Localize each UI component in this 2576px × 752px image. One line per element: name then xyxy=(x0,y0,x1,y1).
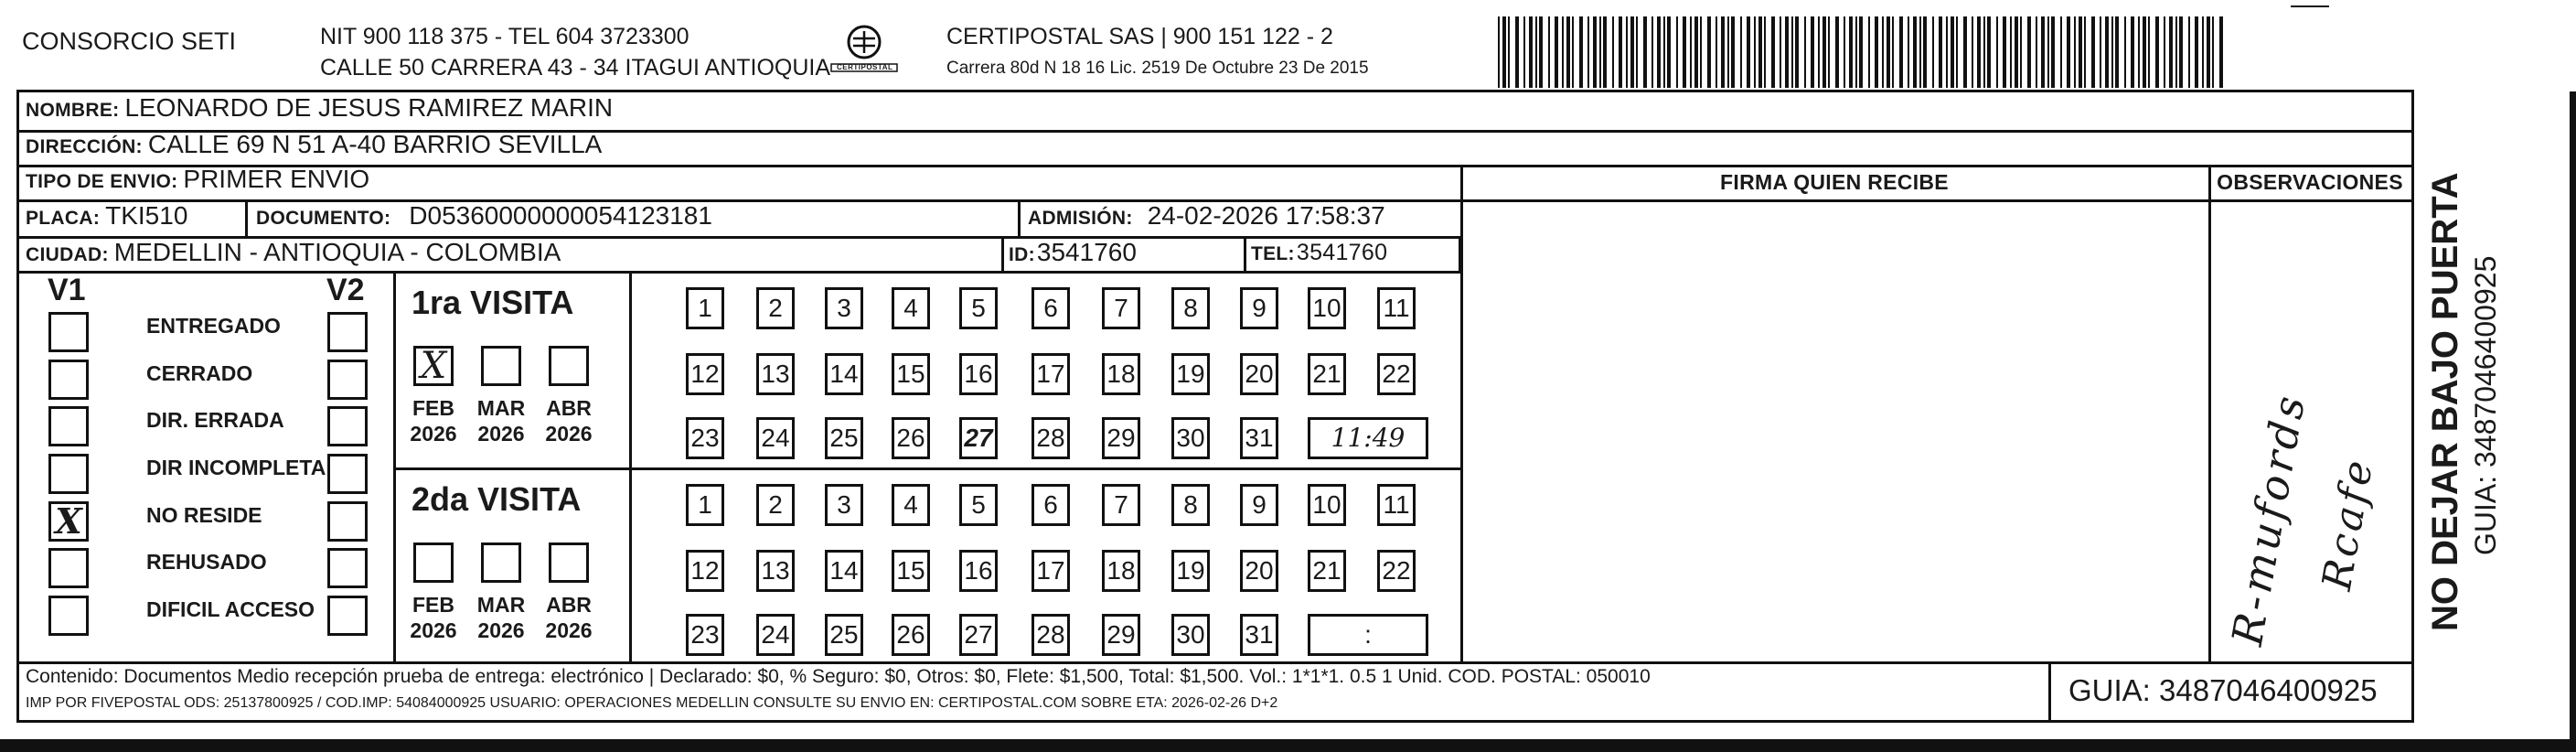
barcode xyxy=(1498,16,2229,88)
motivo-label: DIR. ERRADA xyxy=(146,408,284,432)
certipostal-line: CERTIPOSTAL SAS | 900 151 122 - 2 xyxy=(946,24,1333,49)
barcode-bar xyxy=(1683,16,1686,88)
barcode-bar xyxy=(1956,16,1958,88)
day-box[interactable]: 6 xyxy=(1031,287,1070,329)
v2-checkbox[interactable] xyxy=(327,454,368,494)
nombre-value: LEONARDO DE JESUS RAMIREZ MARIN xyxy=(124,93,614,122)
day-box[interactable]: 7 xyxy=(1102,287,1140,329)
barcode-bar xyxy=(1963,16,1967,88)
barcode-bar xyxy=(1754,16,1756,88)
barcode-bar xyxy=(1758,16,1762,88)
barcode-bar xyxy=(1908,16,1909,88)
day-box[interactable]: 3 xyxy=(825,287,863,329)
barcode-bar xyxy=(2212,16,2214,88)
day-box[interactable]: 20 xyxy=(1240,353,1278,395)
barcode-bar xyxy=(1721,16,1725,88)
rule-2 xyxy=(16,165,2414,167)
day-box[interactable]: 31 xyxy=(1240,417,1278,459)
documento-value: D05360000000054123181 xyxy=(409,201,712,230)
day-box[interactable]: 22 xyxy=(1377,550,1416,592)
barcode-bar xyxy=(1529,16,1533,88)
barcode-bar xyxy=(1791,16,1793,88)
barcode-bar xyxy=(1771,16,1775,88)
barcode-bar xyxy=(1566,16,1570,88)
v1-checkbox[interactable] xyxy=(48,406,89,446)
barcode-bar xyxy=(2131,16,2134,88)
v2-checkbox[interactable] xyxy=(327,548,368,588)
v1-checkbox[interactable]: X xyxy=(48,501,89,542)
month-label: MAR xyxy=(476,396,526,420)
day-box[interactable]: 15 xyxy=(892,353,930,395)
nombre-label: NOMBRE: xyxy=(26,100,120,121)
barcode-bar xyxy=(2079,16,2082,88)
footer-contenido: Contenido: Documentos Medio recepción prueba de entrega: electrónico | Declarado: $0, % Seguro: $0, Otros: $0, Flete: $1,500, Total: $1,500. Vol.: 1*1*1. 0.5 1 Unid. COD. POSTAL: 050010 xyxy=(26,666,1651,687)
barcode-bar xyxy=(1548,16,1550,88)
day-box[interactable]: 17 xyxy=(1031,550,1070,592)
day-box[interactable]: 2 xyxy=(756,287,795,329)
barcode-bar xyxy=(2207,16,2210,88)
barcode-bar xyxy=(1996,16,1998,88)
v2-checkbox[interactable] xyxy=(327,406,368,446)
company-name: CONSORCIO SETI xyxy=(22,27,237,55)
month-label: ABR xyxy=(546,396,592,420)
day-box[interactable]: 23 xyxy=(686,614,724,656)
day-box[interactable]: 15 xyxy=(892,550,930,592)
month-checkbox[interactable] xyxy=(481,346,521,386)
month-checkbox[interactable] xyxy=(413,543,454,583)
barcode-bar xyxy=(1690,16,1692,88)
obs-handwriting-2: Rcafe xyxy=(2314,453,2383,594)
barcode-bar xyxy=(2060,16,2062,88)
obs-left-divider xyxy=(2208,165,2211,663)
admision-label: ADMISIÓN: xyxy=(1028,208,1133,229)
barcode-bar xyxy=(2155,16,2159,88)
year-label: 2026 xyxy=(410,422,457,446)
barcode-bar xyxy=(1972,16,1973,88)
barcode-bar xyxy=(2041,16,2045,88)
barcode-bar xyxy=(2036,16,2037,88)
placa-value: TKI510 xyxy=(105,201,188,230)
day-box[interactable]: 24 xyxy=(756,417,795,459)
barcode-bar xyxy=(1875,16,1878,88)
day-box[interactable]: 3 xyxy=(825,484,863,526)
barcode-bar xyxy=(1932,16,1934,88)
month-label: FEB xyxy=(412,593,454,617)
barcode-bar xyxy=(1502,16,1506,88)
id-divider xyxy=(1001,236,1004,271)
barcode-bar xyxy=(1572,16,1574,88)
motivo-label: CERRADO xyxy=(146,361,253,385)
day-box[interactable]: 30 xyxy=(1171,614,1210,656)
year-label: 2026 xyxy=(477,618,525,642)
barcode-bar xyxy=(1539,16,1543,88)
barcode-bar xyxy=(1636,16,1638,88)
barcode-bar xyxy=(1887,16,1890,88)
v1-header: V1 xyxy=(48,273,86,307)
barcode-bar xyxy=(2169,16,2173,88)
guia-vertical: GUIA: 3487046400925 xyxy=(2469,255,2502,555)
barcode-bar xyxy=(1676,16,1678,88)
barcode-bar xyxy=(2074,16,2076,88)
barcode-bar xyxy=(2138,16,2140,88)
month-label: MAR xyxy=(476,593,526,617)
visit-title: 1ra VISITA xyxy=(412,284,574,321)
barcode-bar xyxy=(1587,16,1589,88)
day-box[interactable]: 27 xyxy=(959,614,998,656)
month-label: FEB xyxy=(412,396,454,420)
motivo-label: ENTREGADO xyxy=(146,314,281,338)
day-box[interactable]: 12 xyxy=(686,353,724,395)
year-label: 2026 xyxy=(410,618,457,642)
day-box[interactable]: 1 xyxy=(686,287,724,329)
year-label: 2026 xyxy=(545,618,593,642)
barcode-bar xyxy=(1859,16,1863,88)
v2-header: V2 xyxy=(326,273,365,307)
v1-checkbox[interactable] xyxy=(48,454,89,494)
day-box[interactable]: 21 xyxy=(1308,550,1346,592)
barcode-bar xyxy=(1785,16,1789,88)
v2-checkbox[interactable] xyxy=(327,501,368,542)
barcode-bar xyxy=(2020,16,2022,88)
direccion-label: DIRECCIÓN: xyxy=(26,136,143,157)
v2-checkbox[interactable] xyxy=(327,312,368,352)
day-box[interactable]: 10 xyxy=(1308,287,1346,329)
right-edge-bar xyxy=(2570,91,2576,752)
barcode-bar xyxy=(1811,16,1814,88)
barcode-bar xyxy=(2067,16,2070,88)
placa-field xyxy=(26,201,187,231)
day-box[interactable]: 29 xyxy=(1102,614,1140,656)
tel-divider xyxy=(1244,236,1246,271)
barcode-bar xyxy=(1923,16,1927,88)
barcode-bar xyxy=(1707,16,1711,88)
address-line: CALLE 50 CARRERA 43 - 34 ITAGUI ANTIOQUIA xyxy=(320,55,831,81)
barcode-bar xyxy=(1882,16,1884,88)
day-box[interactable]: 10 xyxy=(1308,484,1346,526)
barcode-bar xyxy=(2091,16,2095,88)
barcode-bar xyxy=(2047,16,2049,88)
tel-value: 3541760 xyxy=(1296,240,1388,265)
month-checkbox[interactable] xyxy=(549,346,589,386)
barcode-bar xyxy=(1855,16,1857,88)
footer-guia: GUIA: 3487046400925 xyxy=(2068,673,2378,707)
day-box[interactable]: 22 xyxy=(1377,353,1416,395)
admision-value: 24-02-2026 17:58:37 xyxy=(1147,201,1385,230)
barcode-bar xyxy=(1977,16,1981,88)
barcode-bar xyxy=(1849,16,1853,88)
barcode-bar xyxy=(1946,16,1948,88)
barcode-bar xyxy=(1498,16,1500,88)
barcode-bar xyxy=(2084,16,2086,88)
tipo-value: PRIMER ENVIO xyxy=(183,165,370,193)
barcode-bar xyxy=(2051,16,2055,88)
barcode-bar xyxy=(1828,16,1830,88)
tel-label: TEL: xyxy=(1251,243,1295,264)
barcode-bar xyxy=(2188,16,2190,88)
months-days-divider xyxy=(629,271,632,661)
barcode-bar xyxy=(1523,16,1525,88)
barcode-bar xyxy=(2003,16,2006,88)
barcode-bar xyxy=(1764,16,1766,88)
observaciones-header: OBSERVACIONES xyxy=(2217,170,2403,194)
barcode-bar xyxy=(1562,16,1564,88)
day-box[interactable]: 9 xyxy=(1240,287,1278,329)
day-box[interactable]: 17 xyxy=(1031,353,1070,395)
barcode-bar xyxy=(1795,16,1799,88)
barcode-bar xyxy=(1987,16,1991,88)
motivo-label: REHUSADO xyxy=(146,550,267,574)
day-box[interactable]: 23 xyxy=(686,417,724,459)
year-label: 2026 xyxy=(477,422,525,446)
day-box[interactable]: 2 xyxy=(756,484,795,526)
year-label: 2026 xyxy=(545,422,593,446)
barcode-bar xyxy=(2111,16,2113,88)
month-checkbox[interactable] xyxy=(549,543,589,583)
barcode-bar xyxy=(1919,16,1921,88)
rule-6 xyxy=(16,661,2414,664)
v1-checkbox[interactable] xyxy=(48,312,89,352)
barcode-bar xyxy=(1939,16,1942,88)
barcode-bar xyxy=(1700,16,1702,88)
nit-line: NIT 900 118 375 - TEL 604 3723300 xyxy=(320,24,689,49)
day-box[interactable]: 25 xyxy=(825,614,863,656)
direccion-value: CALLE 69 N 51 A-40 BARRIO SEVILLA xyxy=(147,130,603,158)
barcode-bar xyxy=(1983,16,1985,88)
documento-field xyxy=(256,201,712,231)
barcode-bar xyxy=(2105,16,2109,88)
day-box[interactable]: 14 xyxy=(825,353,863,395)
day-box[interactable]: 5 xyxy=(959,484,998,526)
bottom-bar xyxy=(0,739,2576,752)
day-box[interactable]: 8 xyxy=(1171,287,1210,329)
barcode-bar xyxy=(1951,16,1954,88)
corner-dash xyxy=(2291,5,2329,7)
admision-field xyxy=(1028,201,1385,231)
documento-divider xyxy=(1018,199,1021,236)
visit-split-rule xyxy=(393,467,1460,470)
barcode-bar xyxy=(1555,16,1558,88)
no-dejar-bajo-puerta: NO DEJAR BAJO PUERTA xyxy=(2425,172,2465,631)
barcode-bar xyxy=(2143,16,2146,88)
nombre-field xyxy=(26,93,613,123)
tipo-label: TIPO DE ENVIO: xyxy=(26,171,178,192)
day-box[interactable]: 24 xyxy=(756,614,795,656)
barcode-bar xyxy=(1651,16,1653,88)
barcode-bar xyxy=(1619,16,1622,88)
time-box[interactable]: 11:49 xyxy=(1308,417,1428,459)
firma-header-rule xyxy=(1460,199,2414,202)
certipostal-logo xyxy=(828,22,901,79)
barcode-bar xyxy=(2027,16,2031,88)
month-checkbox[interactable]: X xyxy=(413,346,454,386)
day-box[interactable]: 18 xyxy=(1102,550,1140,592)
ciudad-field xyxy=(26,238,561,267)
motivo-label: DIR INCOMPLETA xyxy=(146,456,326,479)
month-checkbox[interactable] xyxy=(481,543,521,583)
barcode-bar xyxy=(1667,16,1671,88)
footer-guia-divider xyxy=(2048,661,2051,721)
license-line: Carrera 80d N 18 16 Lic. 2519 De Octubre 23 De 2015 xyxy=(946,59,1369,78)
barcode-bar xyxy=(1727,16,1729,88)
day-box[interactable]: 28 xyxy=(1031,614,1070,656)
motivo-label: DIFICIL ACCESO xyxy=(146,597,315,621)
day-box[interactable]: 18 xyxy=(1102,353,1140,395)
barcode-bar xyxy=(1899,16,1903,88)
barcode-bar xyxy=(1663,16,1665,88)
day-box[interactable]: 9 xyxy=(1240,484,1278,526)
footer-imp: IMP POR FIVEPOSTAL ODS: 25137800925 / COD.IMP: 54084000925 USUARIO: OPERACIONES MEDELLIN CONSULTE SU ENVIO EN: CERTIPOSTAL.COM SOBRE ETA: 2026-02-26 D+2 xyxy=(26,695,1278,711)
barcode-bar xyxy=(2148,16,2150,88)
day-box[interactable]: 4 xyxy=(892,484,930,526)
documento-label: DOCUMENTO: xyxy=(256,208,391,229)
barcode-bar xyxy=(2164,16,2165,88)
day-box[interactable]: 16 xyxy=(959,353,998,395)
day-box[interactable]: 1 xyxy=(686,484,724,526)
barcode-bar xyxy=(1747,16,1750,88)
day-box[interactable]: 31 xyxy=(1240,614,1278,656)
id-value: 3541760 xyxy=(1036,238,1137,266)
day-box[interactable]: 21 xyxy=(1308,353,1346,395)
barcode-bar xyxy=(1603,16,1607,88)
day-box[interactable]: 11 xyxy=(1377,287,1416,329)
day-box[interactable]: 30 xyxy=(1171,417,1210,459)
day-box[interactable]: 13 xyxy=(756,353,795,395)
day-box[interactable]: 26 xyxy=(892,614,930,656)
barcode-bar xyxy=(2179,16,2183,88)
barcode-bar xyxy=(2175,16,2177,88)
barcode-bar xyxy=(1822,16,1826,88)
barcode-bar xyxy=(1626,16,1628,88)
barcode-bar xyxy=(2124,16,2126,88)
motivo-label: NO RESIDE xyxy=(146,503,262,527)
barcode-bar xyxy=(1643,16,1647,88)
time-box[interactable]: : xyxy=(1308,614,1428,656)
obs-handwriting-1: R-mufords xyxy=(2222,389,2315,650)
barcode-bar xyxy=(1868,16,1870,88)
month-label: ABR xyxy=(546,593,592,617)
barcode-bar xyxy=(1599,16,1601,88)
v1-checkbox[interactable] xyxy=(48,596,89,636)
day-box[interactable]: 25 xyxy=(825,417,863,459)
day-box[interactable]: 16 xyxy=(959,550,998,592)
tipo-field xyxy=(26,165,369,194)
barcode-bar xyxy=(1612,16,1614,88)
barcode-bar xyxy=(2219,16,2223,88)
barcode-bar xyxy=(1535,16,1537,88)
logo-text: CERTIPOSTAL xyxy=(837,63,893,71)
barcode-bar xyxy=(1780,16,1781,88)
v2-checkbox[interactable] xyxy=(327,596,368,636)
placa-divider xyxy=(245,199,248,236)
barcode-bar xyxy=(1579,16,1583,88)
barcode-bar xyxy=(2100,16,2101,88)
day-box[interactable]: 19 xyxy=(1171,550,1210,592)
barcode-bar xyxy=(1844,16,1845,88)
day-box[interactable]: 29 xyxy=(1102,417,1140,459)
barcode-bar xyxy=(1515,16,1519,88)
day-box[interactable]: 5 xyxy=(959,287,998,329)
barcode-bar xyxy=(1913,16,1917,88)
tel-right-divider xyxy=(1459,236,1461,271)
id-label: ID: xyxy=(1009,244,1035,265)
day-box[interactable]: 20 xyxy=(1240,550,1278,592)
day-box[interactable]: 13 xyxy=(756,550,795,592)
v2-checkbox[interactable] xyxy=(327,360,368,400)
day-box[interactable]: 14 xyxy=(825,550,863,592)
id-field xyxy=(1009,238,1137,267)
day-box[interactable]: 7 xyxy=(1102,484,1140,526)
barcode-bar xyxy=(2202,16,2204,88)
day-box[interactable]: 4 xyxy=(892,287,930,329)
barcode-bar xyxy=(1630,16,1634,88)
day-box[interactable]: 6 xyxy=(1031,484,1070,526)
day-box-marked[interactable]: 27 xyxy=(959,417,998,459)
barcode-bar xyxy=(1694,16,1698,88)
barcode-bar xyxy=(1731,16,1735,88)
barcode-bar xyxy=(1892,16,1894,88)
v1-checkbox[interactable] xyxy=(48,360,89,400)
ciudad-value: MEDELLIN - ANTIOQUIA - COLOMBIA xyxy=(113,238,561,266)
day-box[interactable]: 12 xyxy=(686,550,724,592)
barcode-bar xyxy=(1593,16,1597,88)
barcode-bar xyxy=(1835,16,1839,88)
barcode-bar xyxy=(2015,16,2018,88)
barcode-bar xyxy=(2115,16,2119,88)
barcode-bar xyxy=(1716,16,1717,88)
barcode-bar xyxy=(1657,16,1661,88)
day-box[interactable]: 28 xyxy=(1031,417,1070,459)
barcode-bar xyxy=(2195,16,2198,88)
day-box[interactable]: 19 xyxy=(1171,353,1210,395)
right-strip-border xyxy=(2411,90,2414,666)
barcode-bar xyxy=(1818,16,1820,88)
ciudad-label: CIUDAD: xyxy=(26,244,109,265)
placa-label: PLACA: xyxy=(26,208,101,229)
barcode-image xyxy=(1498,16,2229,88)
day-box[interactable]: 8 xyxy=(1171,484,1210,526)
barcode-bar xyxy=(1508,16,1510,88)
firma-header: FIRMA QUIEN RECIBE xyxy=(1720,170,1949,194)
tel-field xyxy=(1251,240,1387,266)
barcode-bar xyxy=(1740,16,1742,88)
barcode-bar xyxy=(2010,16,2012,88)
visit-title: 2da VISITA xyxy=(412,480,582,518)
v1-checkbox[interactable] xyxy=(48,548,89,588)
day-box[interactable]: 11 xyxy=(1377,484,1416,526)
direccion-field xyxy=(26,130,602,159)
barcode-bar xyxy=(1804,16,1806,88)
day-box[interactable]: 26 xyxy=(892,417,930,459)
